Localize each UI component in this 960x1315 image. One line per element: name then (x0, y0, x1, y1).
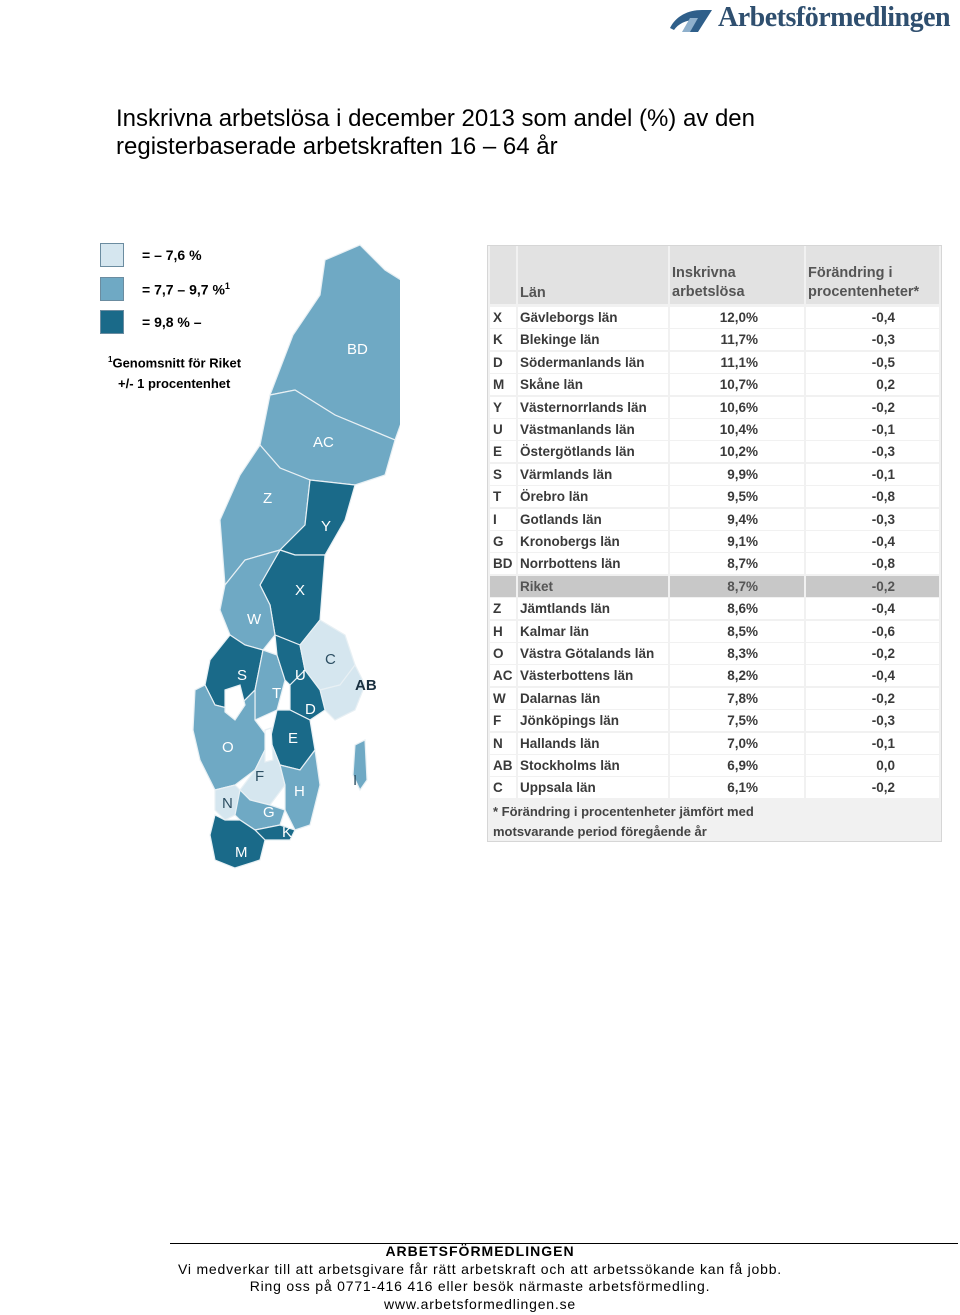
table-row (488, 710, 941, 731)
county-name: Hallands län (518, 733, 668, 754)
county-code: G (490, 531, 516, 552)
county-code: AC (490, 665, 516, 686)
lake-vattern (265, 728, 273, 762)
map-label-bd: BD (347, 341, 368, 358)
legend-swatch-mid (100, 277, 124, 301)
table-row (488, 531, 941, 552)
table-row (488, 755, 941, 776)
unemployment-value: 6,9% (670, 755, 804, 776)
county-code: AB (490, 755, 516, 776)
table-row (488, 441, 941, 462)
map-label-x: X (295, 582, 306, 599)
footer-org: ARBETSFÖRMEDLINGEN (385, 1243, 575, 1259)
county-name: Värmlands län (518, 464, 668, 485)
unemployment-value: 10,6% (670, 397, 804, 418)
legend-note: $^1$Genomsnitt för Riket +/- 1 procentenhet (108, 355, 242, 392)
county-name: Kronobergs län (518, 531, 668, 552)
map-label-n: N (222, 795, 233, 812)
map-label-d: D (305, 701, 316, 718)
header-lan-cell (518, 246, 668, 304)
legend-swatch-high (100, 310, 124, 334)
change-value: -0,8 (806, 553, 939, 574)
change-value: -0,1 (806, 733, 939, 754)
unemployment-value: 11,7% (670, 329, 804, 350)
county-code: I (490, 509, 516, 530)
unemployment-value: 7,0% (670, 733, 804, 754)
unemployment-value: 6,1% (670, 777, 804, 798)
county-name: Blekinge län (518, 329, 668, 350)
county-name: Uppsala län (518, 777, 668, 798)
map-label-g: G (263, 804, 275, 821)
table-row (488, 598, 941, 619)
brand-name: Arbetsförmedlingen (718, 2, 951, 33)
header-inskrivna: Inskrivna arbetslösa (672, 265, 745, 300)
legend-label-low: = – 7,6 % (142, 247, 202, 263)
sweden-map (185, 240, 400, 870)
map-label-i: I (353, 772, 358, 789)
county-code: X (490, 307, 516, 328)
unemployment-value: 9,4% (670, 509, 804, 530)
table-row (488, 553, 941, 574)
unemployment-value: 8,7% (670, 553, 804, 574)
change-value: -0,4 (806, 598, 939, 619)
county-code: N (490, 733, 516, 754)
county-name: Skåne län (518, 374, 668, 395)
map-label-y: Y (321, 518, 332, 535)
unemployment-value: 8,5% (670, 621, 804, 642)
county-name: Kalmar län (518, 621, 668, 642)
map-label-z: Z (263, 490, 273, 507)
map-label-k: K (282, 824, 293, 841)
county-code: Y (490, 397, 516, 418)
unemployment-value: 9,1% (670, 531, 804, 552)
map-label-w: W (247, 611, 262, 628)
table-row (488, 643, 941, 664)
county-name: Norrbottens län (518, 553, 668, 574)
county-code: F (490, 710, 516, 731)
county-name: Södermanlands län (518, 352, 668, 373)
table-row (488, 307, 941, 328)
table-row (488, 665, 941, 686)
table-row (488, 621, 941, 642)
legend-label-mid: = 7,7 – 9,7 %$^1$ (142, 281, 230, 298)
unemployment-table (487, 245, 942, 842)
map-label-e: E (288, 730, 299, 747)
unemployment-value: 12,0% (670, 307, 804, 328)
map-label-s: S (237, 667, 248, 684)
change-value: -0,3 (806, 509, 939, 530)
change-value: -0,2 (806, 643, 939, 664)
unemployment-value: 8,2% (670, 665, 804, 686)
arbetsformedlingen-logo-icon (668, 6, 714, 34)
table-row (488, 374, 941, 395)
county-code: O (490, 643, 516, 664)
county-name: Östergötlands län (518, 441, 668, 462)
county-name: Västra Götalands län (518, 643, 668, 664)
unemployment-value: 10,7% (670, 374, 804, 395)
header-code-cell (490, 246, 516, 304)
table-row (488, 733, 941, 754)
change-value: -0,1 (806, 419, 939, 440)
county-code: C (490, 777, 516, 798)
page-title: Inskrivna arbetslösa i december 2013 som andel (%) av den registerbaserade arbetskraften 16 – 64 år (116, 105, 755, 160)
map-label-m: M (235, 844, 248, 861)
unemployment-value: 8,6% (670, 598, 804, 619)
map-label-ab: AB (355, 677, 377, 694)
map-label-c: C (325, 651, 336, 668)
county-name: Gävleborgs län (518, 307, 668, 328)
change-value: -0,2 (806, 777, 939, 798)
table-row (488, 397, 941, 418)
unemployment-value: 11,1% (670, 352, 804, 373)
map-label-t: T (272, 685, 282, 702)
county-code: M (490, 374, 516, 395)
county-name: Västerbottens län (518, 665, 668, 686)
unemployment-value: 10,2% (670, 441, 804, 462)
county-name: Jönköpings län (518, 710, 668, 731)
footer-contact: Ring oss på 0771-416 416 eller besök närmaste arbetsförmedling. (249, 1278, 711, 1294)
sweden-map-graphic (185, 240, 400, 870)
unemployment-value: 8,7% (670, 576, 804, 597)
unemployment-value: 8,3% (670, 643, 804, 664)
county-name: Västmanlands län (518, 419, 668, 440)
county-name: Riket (518, 576, 668, 597)
page-footer (0, 1243, 960, 1313)
table-row (488, 486, 941, 507)
brand-logo (668, 2, 953, 40)
unemployment-value: 7,8% (670, 688, 804, 709)
change-value: -0,2 (806, 397, 939, 418)
change-value: 0,2 (806, 374, 939, 395)
county-name: Stockholms län (518, 755, 668, 776)
county-name: Örebro län (518, 486, 668, 507)
map-label-u: U (295, 667, 306, 684)
header-forandring: Förändring i procentenheter* (808, 265, 920, 300)
map-label-o: O (222, 739, 234, 756)
county-name: Västernorrlands län (518, 397, 668, 418)
county-code: W (490, 688, 516, 709)
change-value: -0,8 (806, 486, 939, 507)
change-value: -0,2 (806, 688, 939, 709)
header-forandring-cell (806, 246, 939, 304)
map-label-h: H (294, 783, 305, 800)
header-lan: Län (520, 285, 546, 301)
table-row-riket (488, 576, 941, 597)
change-value: -0,6 (806, 621, 939, 642)
legend-label-high: = 9,8 % – (142, 314, 202, 330)
table-row (488, 688, 941, 709)
county-name: Gotlands län (518, 509, 668, 530)
county-code (490, 576, 516, 597)
change-value: -0,4 (806, 531, 939, 552)
map-label-f: F (255, 768, 265, 785)
legend-swatch-low (100, 243, 124, 267)
change-value: 0,0 (806, 755, 939, 776)
county-code: H (490, 621, 516, 642)
county-code: K (490, 329, 516, 350)
table-row (488, 419, 941, 440)
county-code: U (490, 419, 516, 440)
county-code: Z (490, 598, 516, 619)
change-value: -0,2 (806, 576, 939, 597)
header-inskrivna-cell (670, 246, 804, 304)
change-value: -0,4 (806, 307, 939, 328)
footer-url[interactable]: www.arbetsformedlingen.se (384, 1295, 576, 1312)
table-footnote: * Förändring i procentenheter jämfört med motsvarande period föregående år (493, 804, 754, 839)
change-value: -0,3 (806, 710, 939, 731)
county-code: S (490, 464, 516, 485)
county-code: E (490, 441, 516, 462)
unemployment-value: 7,5% (670, 710, 804, 731)
footer-tagline: Vi medverkar till att arbetsgivare får rätt arbetskraft och att arbetssökande kan få jobb. (177, 1260, 782, 1277)
change-value: -0,3 (806, 329, 939, 350)
unemployment-value: 9,9% (670, 464, 804, 485)
change-value: -0,3 (806, 441, 939, 462)
change-value: -0,4 (806, 665, 939, 686)
table-row (488, 329, 941, 350)
table-row (488, 777, 941, 798)
table-row (488, 464, 941, 485)
table-row (488, 352, 941, 373)
county-code: T (490, 486, 516, 507)
table-row (488, 509, 941, 530)
county-name: Dalarnas län (518, 688, 668, 709)
county-name: Jämtlands län (518, 598, 668, 619)
county-code: D (490, 352, 516, 373)
unemployment-value: 9,5% (670, 486, 804, 507)
change-value: -0,1 (806, 464, 939, 485)
map-label-ac: AC (313, 434, 334, 451)
county-code: BD (490, 553, 516, 574)
change-value: -0,5 (806, 352, 939, 373)
unemployment-value: 10,4% (670, 419, 804, 440)
